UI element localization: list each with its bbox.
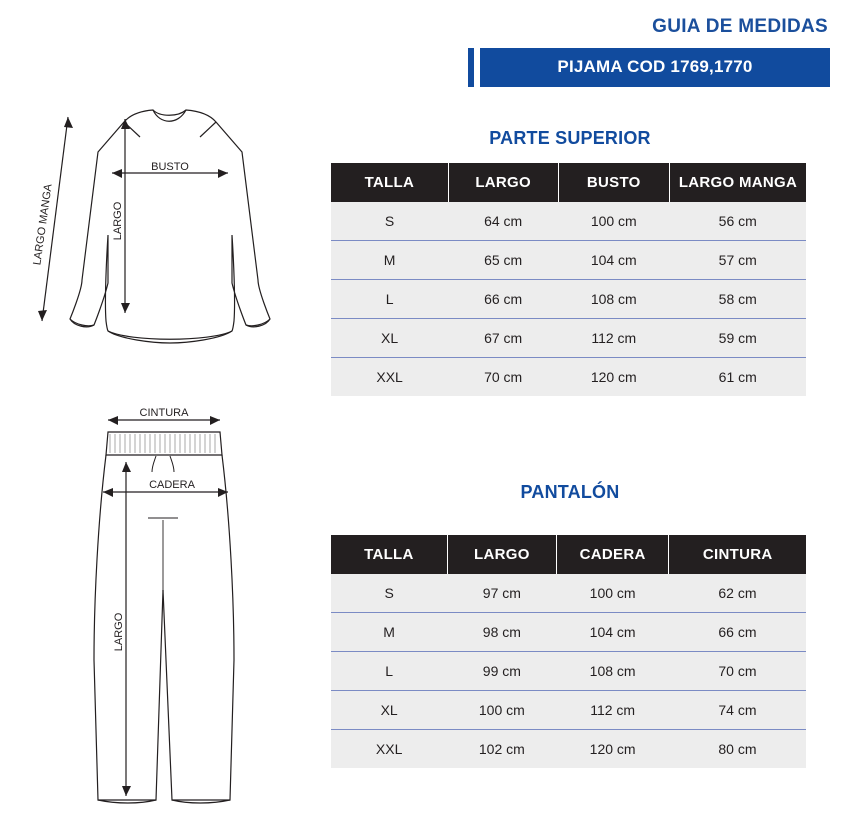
cell-cintura: 80 cm xyxy=(669,730,806,769)
label-hip: CADERA xyxy=(149,479,195,491)
cell-cadera: 120 cm xyxy=(556,730,668,769)
section-title-bottom: PANTALÓN xyxy=(520,482,620,502)
cell-size: XXL xyxy=(331,358,448,397)
cell-largo: 97 cm xyxy=(447,574,556,613)
label-waist: CINTURA xyxy=(139,407,189,419)
page-title: GUIA DE MEDIDAS xyxy=(652,16,828,37)
label-bust: BUSTO xyxy=(151,161,189,173)
cell-largo: 66 cm xyxy=(448,280,558,319)
table-row xyxy=(331,202,806,241)
column-header-largo: LARGO xyxy=(447,535,556,574)
cell-size: S xyxy=(331,574,447,613)
column-header-cadera: CADERA xyxy=(556,535,668,574)
cell-cintura: 62 cm xyxy=(669,574,806,613)
table-row xyxy=(331,319,806,358)
cell-size: L xyxy=(331,652,447,691)
cell-size: M xyxy=(331,241,448,280)
cell-largo: 65 cm xyxy=(448,241,558,280)
size-table-bottom xyxy=(331,535,806,768)
column-header-largo: LARGO xyxy=(448,163,558,202)
label-length-top: LARGO xyxy=(112,201,124,241)
cell-cintura: 74 cm xyxy=(669,691,806,730)
table-header-row xyxy=(331,163,806,202)
cell-largo-manga: 56 cm xyxy=(669,202,806,241)
cell-size: XL xyxy=(331,691,447,730)
cell-largo: 99 cm xyxy=(447,652,556,691)
section-title-top: PARTE SUPERIOR xyxy=(489,128,651,148)
table-row xyxy=(331,241,806,280)
table-row xyxy=(331,652,806,691)
cell-cintura: 70 cm xyxy=(669,652,806,691)
size-table-top xyxy=(331,163,806,396)
cell-size: XL xyxy=(331,319,448,358)
cell-largo: 67 cm xyxy=(448,319,558,358)
column-header-largo-manga: LARGO MANGA xyxy=(669,163,806,202)
cell-largo: 70 cm xyxy=(448,358,558,397)
cell-cintura: 66 cm xyxy=(669,613,806,652)
label-length-bottom: LARGO xyxy=(113,612,125,652)
label-sleeve-length: LARGO MANGA xyxy=(31,183,55,266)
cell-busto: 104 cm xyxy=(558,241,669,280)
cell-largo: 102 cm xyxy=(447,730,556,769)
table-header-row xyxy=(331,535,806,574)
table-row xyxy=(331,358,806,397)
table-row xyxy=(331,730,806,769)
cell-busto: 120 cm xyxy=(558,358,669,397)
cell-busto: 108 cm xyxy=(558,280,669,319)
cell-cadera: 104 cm xyxy=(556,613,668,652)
table-row xyxy=(331,574,806,613)
cell-largo-manga: 61 cm xyxy=(669,358,806,397)
cell-largo: 100 cm xyxy=(447,691,556,730)
cell-cadera: 108 cm xyxy=(556,652,668,691)
pants-diagram xyxy=(60,400,290,830)
cell-cadera: 100 cm xyxy=(556,574,668,613)
product-code-bar-wrap xyxy=(474,48,830,87)
product-code-bar: PIJAMA COD 1769,1770 xyxy=(474,48,830,87)
column-header-talla: TALLA xyxy=(331,535,447,574)
cell-cadera: 112 cm xyxy=(556,691,668,730)
header xyxy=(470,16,830,87)
cell-largo-manga: 57 cm xyxy=(669,241,806,280)
top-garment-diagram xyxy=(20,95,310,365)
table-row xyxy=(331,691,806,730)
cell-size: XXL xyxy=(331,730,447,769)
cell-busto: 100 cm xyxy=(558,202,669,241)
table-row xyxy=(331,280,806,319)
column-header-busto: BUSTO xyxy=(558,163,669,202)
cell-largo-manga: 58 cm xyxy=(669,280,806,319)
column-header-talla: TALLA xyxy=(331,163,448,202)
cell-largo: 64 cm xyxy=(448,202,558,241)
cell-largo-manga: 59 cm xyxy=(669,319,806,358)
cell-busto: 112 cm xyxy=(558,319,669,358)
cell-size: L xyxy=(331,280,448,319)
cell-size: M xyxy=(331,613,447,652)
cell-size: S xyxy=(331,202,448,241)
cell-largo: 98 cm xyxy=(447,613,556,652)
column-header-cintura: CINTURA xyxy=(669,535,806,574)
table-row xyxy=(331,613,806,652)
